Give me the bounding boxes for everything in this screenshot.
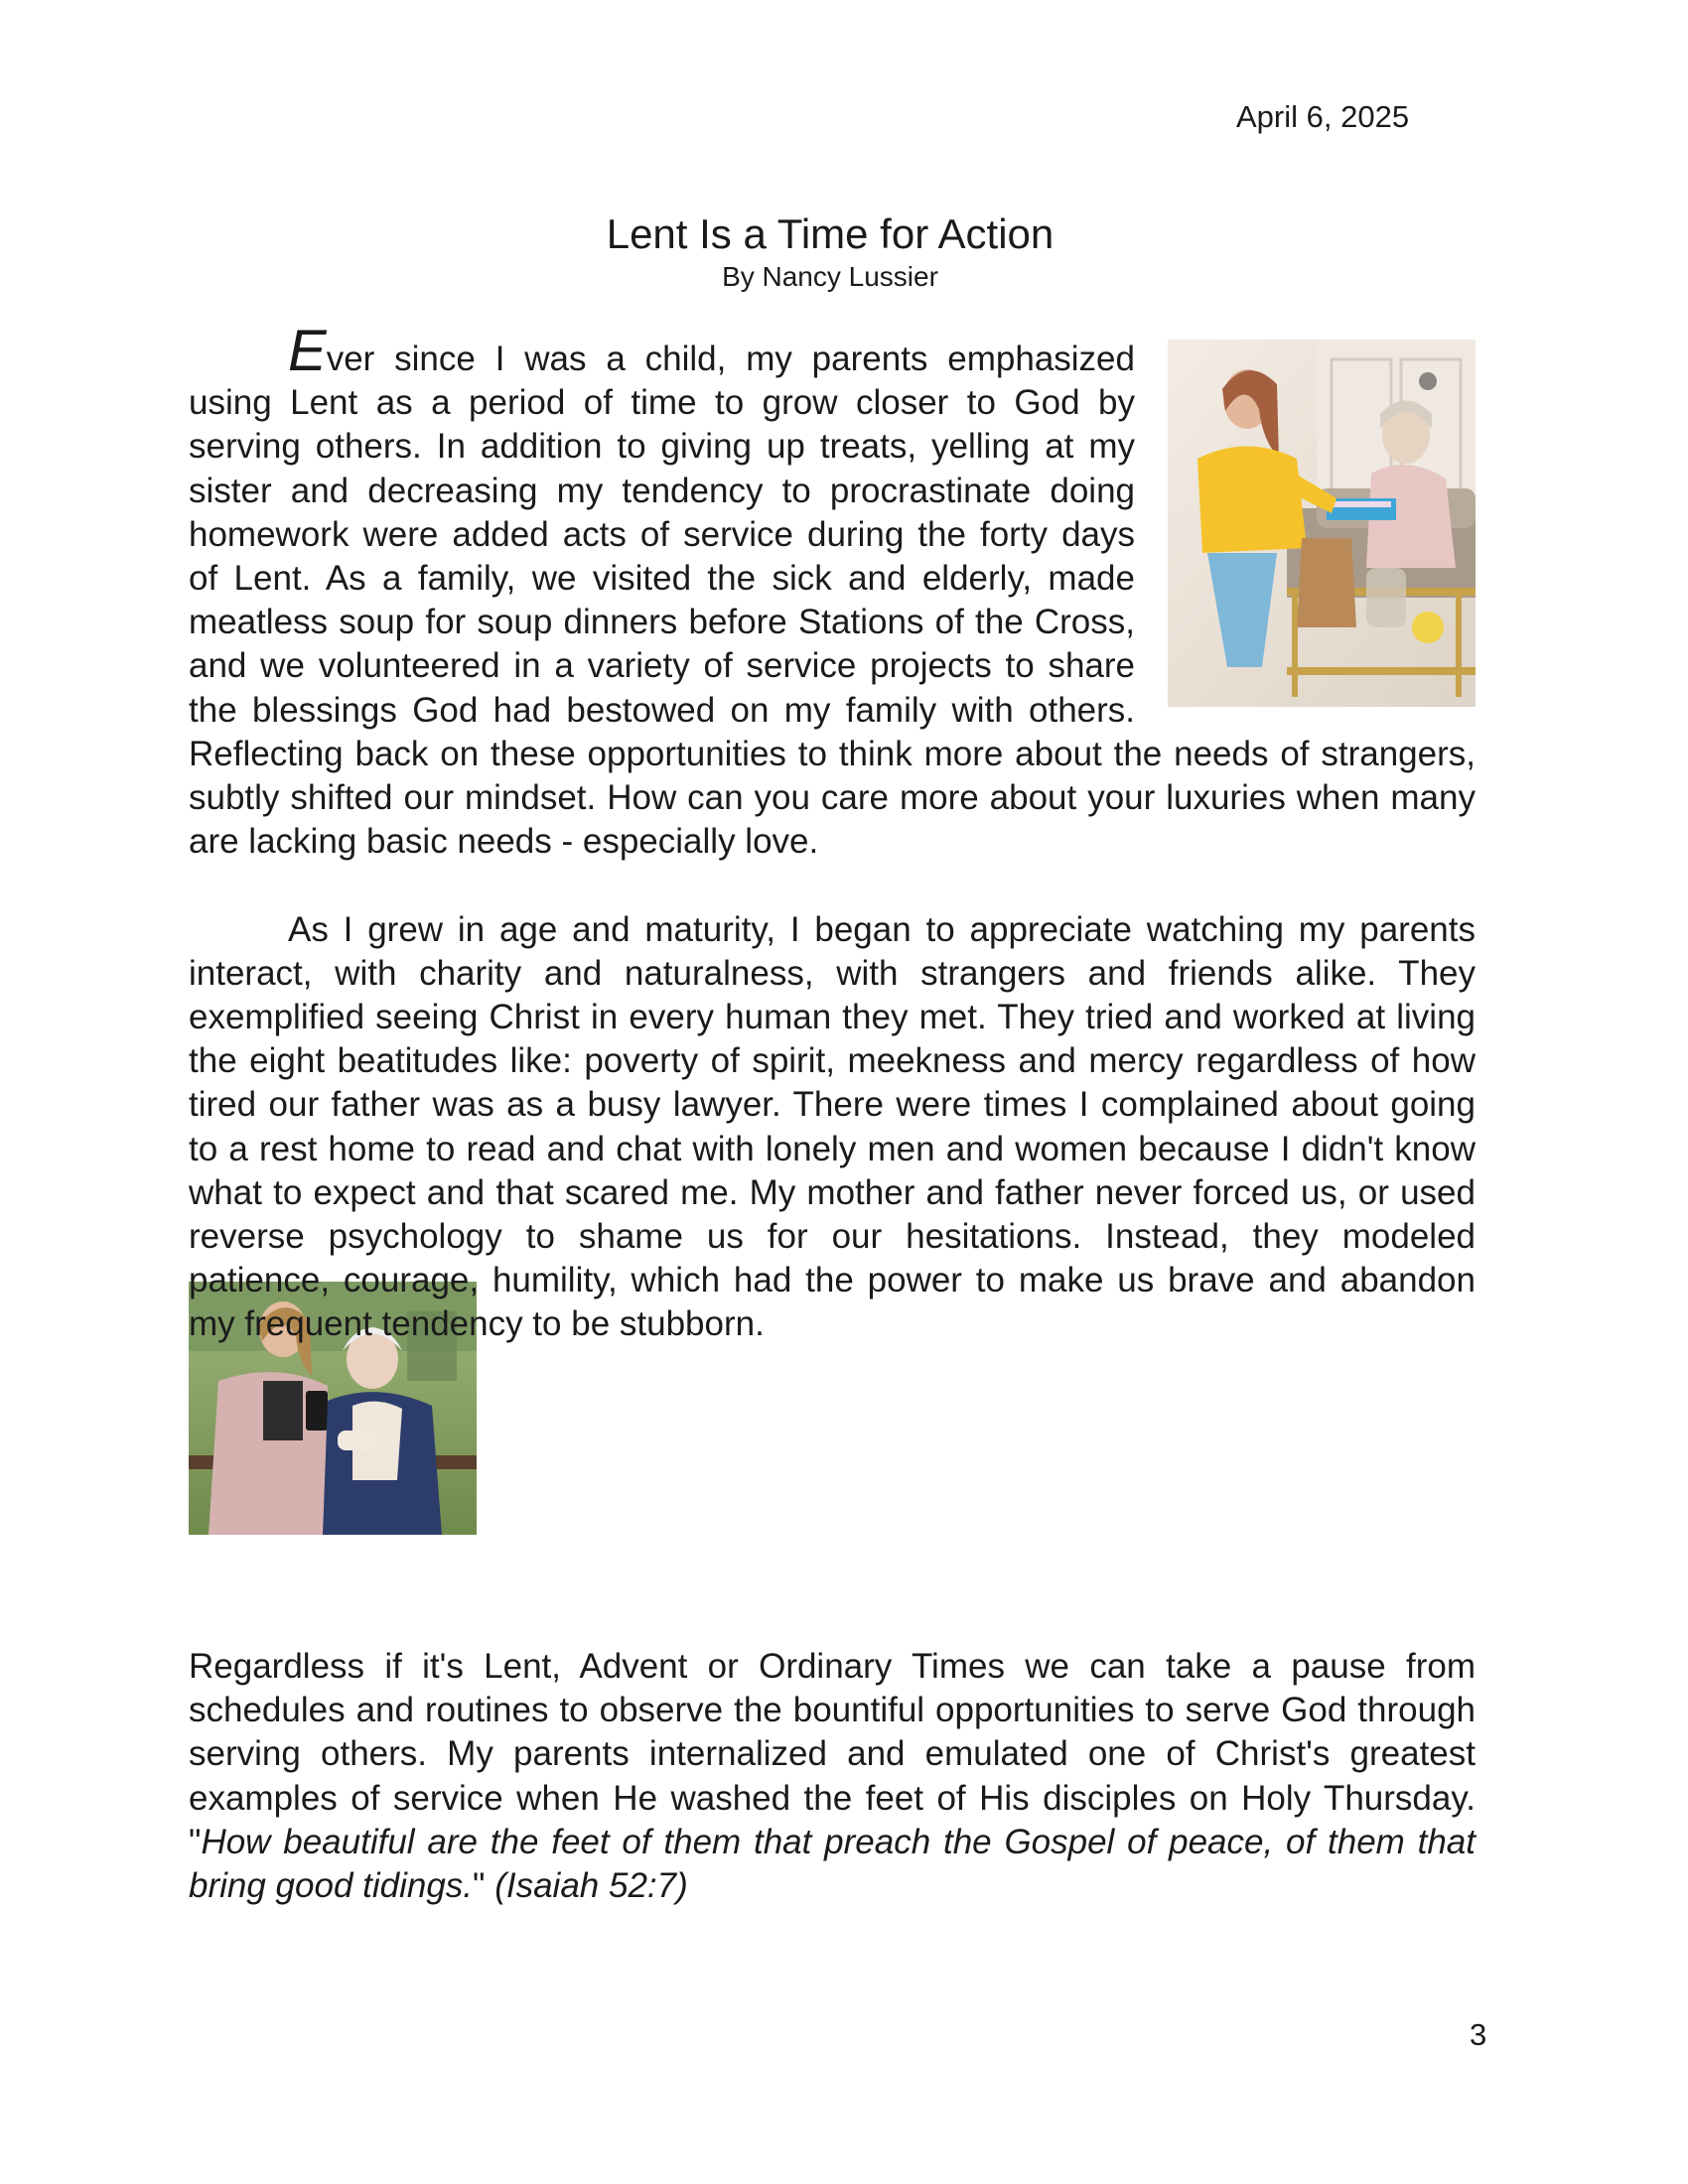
paragraph-2 bbox=[189, 908, 1476, 1347]
article-body bbox=[189, 319, 1476, 1908]
drop-cap: E bbox=[288, 319, 327, 383]
paragraph-1: ver since I was a child, my parents emphasized using Lent as a period of time to grow closer to God by serving others. In addition to giving up treats, yelling at my sister and decreasing my tendency to procrastinate doing homework were added acts of service during the forty days of Lent. As a family, we visited the sick and elderly, made meatless soup for soup dinners before Stations of the Cross, and we volunteered in a variety of service projects to share the blessings God had bestowed on my family with others. Reflecting back on these opportunities to think more about the needs of strangers, subtly shifted our mindset. How can you care more about your luxuries when many are lacking basic needs - especially love. bbox=[189, 340, 1476, 862]
isaiah-quote: How beautiful are the feet of them that preach the Gospel of peace, of them that bring good tidings. bbox=[189, 1822, 1476, 1906]
paragraph-3-text: Regardless if it's Lent, Advent or Ordinary Times we can take a pause from schedules and routines to observe the bountiful opportunities to serve God through serving others. My parents internalized and emulated one of Christ's greatest examples of service when He washed the feet of His disciples on Holy Thursday. " bbox=[189, 1647, 1476, 1861]
photo-volunteer-visiting-elderly-woman bbox=[1168, 340, 1476, 707]
paragraph-3 bbox=[189, 1391, 1476, 1908]
quote-close: " bbox=[473, 1866, 495, 1906]
article-title: Lent Is a Time for Action bbox=[606, 210, 1055, 257]
issue-date: April 6, 2025 bbox=[1236, 99, 1410, 134]
page-number: 3 bbox=[1470, 2017, 1487, 2052]
article-byline: By Nancy Lussier bbox=[722, 261, 938, 292]
scripture-citation: (Isaiah 52:7) bbox=[494, 1866, 688, 1906]
paragraph-2-text: As I grew in age and maturity, I began to appreciate watching my parents interact, with charity and naturalness, with strangers and friends alike. They exemplified seeing Christ in every human they met. They tried and worked at living the eight beatitudes like: poverty of spirit, meekness and mercy regardless of how tired our father was as a busy lawyer. There were times I complained about going to a rest home to read and chat with lonely men and women because I didn't know what to expect and that scared me. My mother and father never forced us, or used reverse psychology to shame us for our hesitations. Instead, they modeled patience, courage, humility, which had the power to make us brave and abandon my frequent tendency to be stubborn. bbox=[189, 909, 1476, 1344]
